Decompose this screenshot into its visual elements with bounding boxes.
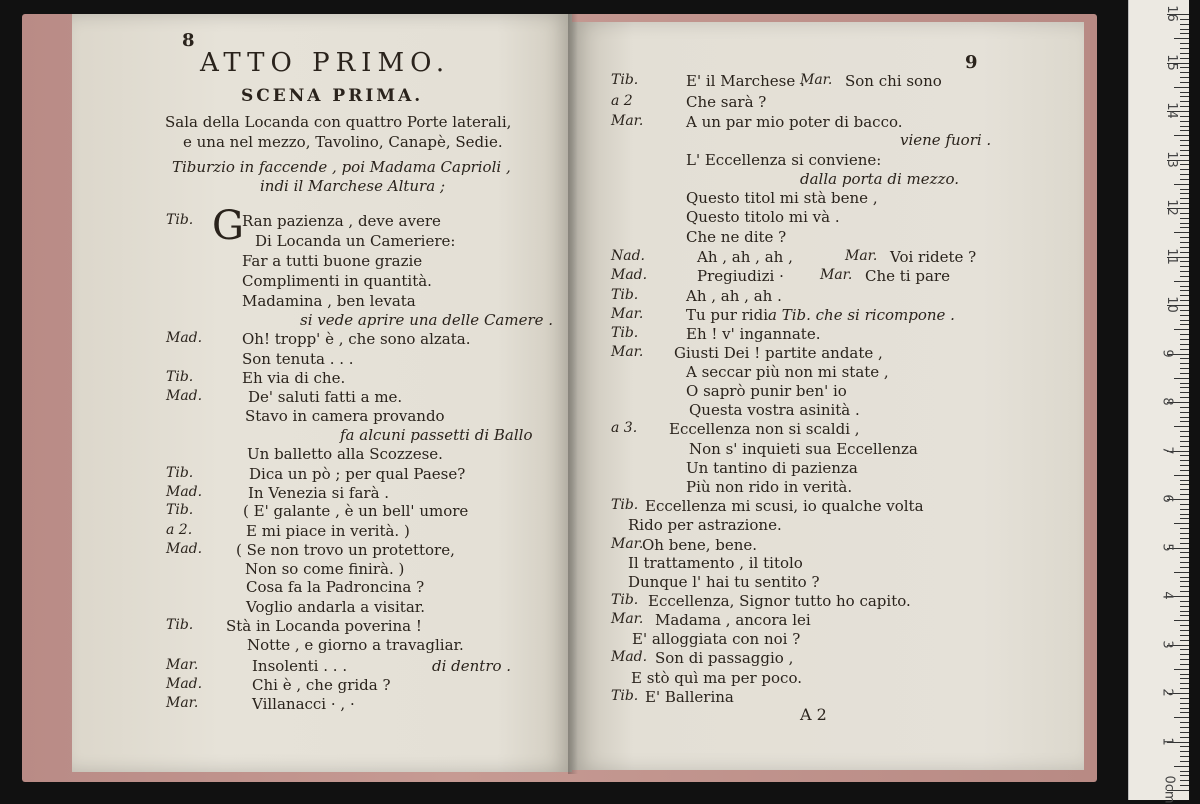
verse-line: Madama , ancora lei [655,611,811,629]
ruler-tick [1180,96,1189,97]
speaker-label: Mad. [611,649,648,665]
speaker-label: Tib. [166,502,194,518]
verse-line: Questa vostra asinità . [689,401,860,419]
verse-line: Oh bene, bene. [642,536,758,554]
verse-line: Giusti Dei ! partite andate , [674,344,883,362]
ruler-tick [1174,378,1189,379]
ruler-label: 12 [1163,199,1179,216]
ruler-tick [1180,528,1189,529]
ruler-tick [1180,625,1189,626]
verse-line: Voglio andarla a visitar. [246,598,426,616]
speaker-label: Mar. [845,248,878,264]
verse-line: Chi è , che grida ? [252,676,391,694]
ruler-tick [1174,232,1189,233]
ruler-label: 10 [1163,296,1179,313]
verse-line: Un balletto alla Scozzese. [247,445,443,463]
speaker-label: Mad. [166,484,203,500]
book-gutter [568,14,578,774]
ruler-tick [1180,533,1189,534]
scene-heading: SCENA PRIMA. [241,86,424,106]
verse-line: Voi ridete ? [890,248,977,266]
ruler-label: 8 [1159,397,1175,406]
ruler-tick [1180,674,1189,675]
ruler-label: 11 [1163,247,1179,265]
ruler-tick [1180,189,1189,190]
verse-line: Stà in Locanda poverina ! [226,617,422,635]
verse-line: Ran pazienza , deve avere [242,212,441,230]
stage-direction: e una nel mezzo, Tavolino, Canapè, Sedie. [183,133,503,151]
speaker-label: Tib. [611,72,639,88]
verse-line: Son tenuta . . . [242,350,354,368]
ruler-tick [1180,446,1189,447]
speaker-label: Mad. [611,267,648,283]
ruler-tick [1180,421,1189,422]
verse-line: Complimenti in quantità. [242,272,432,290]
ruler-label: 16 [1163,5,1179,22]
ruler-tick [1174,717,1189,718]
ruler-tick [1180,722,1189,723]
ruler-tick [1180,315,1189,316]
ruler-tick [1180,567,1189,568]
ruler-tick [1180,169,1189,170]
verse-line: Madamina , ben levata [242,292,416,310]
verse-line: Non s' inquieti sua Eccellenza [689,440,918,458]
ruler-tick [1180,407,1189,408]
speaker-label: Tib. [611,287,639,303]
ruler-tick [1180,252,1189,253]
ruler-tick [1180,397,1189,398]
ruler-tick [1180,334,1189,335]
ruler-tick [1180,82,1189,83]
stage-direction: indi il Marchese Altura ; [260,177,445,195]
ruler-tick [1180,756,1189,757]
ruler-tick [1180,324,1189,325]
ruler-tick [1180,155,1189,156]
verse-line: O saprò punir ben' io [686,382,847,400]
verse-line: E mi piace in verità. ) [246,522,410,540]
ruler-label: 3 [1159,639,1175,649]
ruler-tick [1180,577,1189,578]
ruler-tick [1180,227,1189,228]
ruler-tick [1174,669,1189,670]
ruler-tick [1180,727,1189,728]
ruler-tick [1174,38,1189,39]
ruler-tick [1180,67,1189,68]
speaker-label: Tib. [611,325,639,341]
speaker-label: Mar. [611,113,644,129]
ruler-tick [1180,630,1189,631]
verse-line: Il trattamento , il titolo [628,554,803,572]
ruler-label: 15 [1163,53,1179,71]
speaker-label: a 2 [611,93,633,109]
speaker-label: Nad. [611,248,646,264]
speaker-label: Mar. [166,695,199,711]
verse-line: Rido per astrazione. [628,516,782,534]
verse-line: Di Locanda un Cameriere: [255,232,456,250]
ruler-tick [1180,198,1189,199]
ruler-tick [1180,58,1189,59]
ruler-tick [1180,518,1189,519]
ruler-tick [1180,712,1189,713]
ruler-tick [1180,703,1189,704]
speaker-label: Mad. [166,676,203,692]
ruler-tick [1174,620,1189,621]
verse-line: Son chi sono [845,72,942,90]
ruler-tick [1180,237,1189,238]
ruler-tick [1180,465,1189,466]
ruler-tick [1180,368,1189,369]
ruler-tick [1174,329,1189,330]
ruler-tick [1180,383,1189,384]
ruler-tick [1180,43,1189,44]
drop-cap: G [212,203,244,249]
ruler-tick [1180,780,1189,781]
verse-line: Cosa fa la Padroncina ? [246,578,425,596]
ruler-tick [1180,484,1189,485]
ruler-tick [1180,732,1189,733]
verse-line: Dica un pò ; per qual Paese? [249,465,466,483]
speaker-label: Mar. [166,657,199,673]
verse-line: Tu pur ridi [686,306,769,324]
verse-line: Son di passaggio , [655,649,794,667]
ruler-tick [1180,509,1189,510]
speaker-label: Mad. [166,388,203,404]
ruler-tick [1180,349,1189,350]
speaker-label: Mad. [166,330,203,346]
verse-line: Un tantino di pazienza [686,459,858,477]
verse-line: dalla porta di mezzo. [800,170,960,188]
ruler-tick [1180,271,1189,272]
ruler-tick [1180,213,1189,214]
ruler-label: 1 [1159,736,1175,746]
ruler-tick [1174,572,1189,573]
ruler-tick [1180,145,1189,146]
ruler-tick [1180,708,1189,709]
ruler-tick [1180,581,1189,582]
ruler-tick [1180,72,1189,73]
speaker-label: Tib. [166,465,194,481]
ruler-tick [1180,116,1189,117]
ruler-tick [1180,174,1189,175]
verse-line: Stavo in camera provando [245,407,445,425]
speaker-label: a 3. [611,420,638,436]
ruler-tick [1180,286,1189,287]
ruler-tick [1180,130,1189,131]
ruler-tick [1180,514,1189,515]
ruler-tick [1180,203,1189,204]
ruler-tick [1180,242,1189,243]
verse-line: Ah , ah , ah . [686,287,782,305]
speaker-label: Tib. [611,688,639,704]
ruler-tick [1180,606,1189,607]
ruler-tick [1180,164,1189,165]
ruler-tick [1180,261,1189,262]
ruler-tick [1180,106,1189,107]
ruler-tick [1180,392,1189,393]
ruler-tick [1180,290,1189,291]
verse-line: fa alcuni passetti di Ballo [340,426,533,444]
ruler-tick [1180,363,1189,364]
speaker-label: Mar. [800,72,833,88]
ruler-tick [1180,48,1189,49]
ruler-tick [1180,436,1189,437]
ruler-tick [1180,615,1189,616]
speaker-label: Mar. [611,306,644,322]
ruler-tick [1180,688,1189,689]
left-page-number: 8 [182,30,195,51]
ruler-tick [1180,344,1189,345]
ruler-tick [1180,504,1189,505]
verse-line: Eccellenza mi scusi, io qualche volta [645,497,924,515]
verse-line: Ah , ah , ah , [697,248,793,266]
ruler-label: 14 [1163,102,1179,119]
ruler-tick [1180,659,1189,660]
ruler-tick [1180,664,1189,665]
ruler-tick [1180,441,1189,442]
ruler-tick [1180,373,1189,374]
ruler-tick [1180,635,1189,636]
ruler-tick [1180,649,1189,650]
speaker-label: Tib. [611,497,639,513]
ruler-tick [1174,281,1189,282]
page-title: ATTO PRIMO. [200,48,451,78]
ruler-tick [1180,33,1189,34]
ruler-tick [1180,698,1189,699]
ruler-label: 9 [1159,348,1175,358]
ruler-tick [1180,179,1189,180]
ruler-tick [1174,135,1189,136]
verse-line: E' il Marchese . [686,72,805,90]
ruler-tick [1180,295,1189,296]
ruler-tick [1180,300,1189,301]
ruler-tick [1180,775,1189,776]
ruler-tick [1174,184,1189,185]
verse-line: Far a tutti buone grazie [242,252,423,270]
ruler-tick [1180,562,1189,563]
stage-direction: Tiburzio in faccende , poi Madama Caprioli , [172,158,511,176]
speaker-label: Mad. [166,541,203,557]
measuring-ruler [1128,0,1189,804]
ruler-tick [1180,489,1189,490]
ruler-tick [1180,771,1189,772]
speaker-label: Mar. [820,267,853,283]
verse-line: ( E' galante , è un bell' umore [243,502,469,520]
ruler-tick [1180,455,1189,456]
ruler-tick [1180,678,1189,679]
verse-line: A seccar più non mi state , [686,363,889,381]
ruler-tick [1180,761,1189,762]
speaker-label: a 2. [166,522,193,538]
speaker-label: Mar. [611,536,644,552]
verse-line: A un par mio poter di bacco. [686,113,903,131]
ruler-tick [1180,611,1189,612]
verse-line: Non so come finirà. ) [245,560,405,578]
ruler-tick [1180,150,1189,151]
ruler-tick [1180,24,1189,25]
verse-line: Che ne dite ? [686,228,787,246]
ruler-tick [1180,751,1189,752]
ruler-tick [1180,358,1189,359]
verse-line: Eh via di che. [242,369,346,387]
verse-line: ( Se non trovo un protettore, [236,541,455,559]
verse-line: viene fuori . [900,131,992,149]
ruler-tick [1180,193,1189,194]
ruler-tick [1180,92,1189,93]
verse-line: Insolenti . . . [252,657,348,675]
ruler-tick [1180,591,1189,592]
verse-line: Pregiudizi · [697,267,784,285]
verse-line: Oh! tropp' è , che sono alzata. [242,330,471,348]
ruler-tick [1180,223,1189,224]
ruler-tick [1180,785,1189,786]
ruler-tick [1180,746,1189,747]
verse-line: Più non rido in verità. [686,478,853,496]
speaker-label: Mar. [611,344,644,360]
stage-direction: Sala della Locanda con quattro Porte laterali, [165,113,512,131]
ruler-label: 2 [1159,688,1175,697]
right-page-number: 9 [965,52,978,73]
ruler-tick [1180,683,1189,684]
ruler-tick [1174,87,1189,88]
ruler-tick [1180,19,1189,20]
ruler-tick [1180,654,1189,655]
verse-line: Che sarà ? [686,93,767,111]
ruler-tick [1180,480,1189,481]
ruler-tick [1180,53,1189,54]
ruler-tick [1180,557,1189,558]
ruler-tick [1180,140,1189,141]
ruler-tick [1180,266,1189,267]
speaker-label: Tib. [166,617,194,633]
ruler-tick [1180,218,1189,219]
verse-line: Eccellenza, Signor tutto ho capito. [648,592,911,610]
ruler-tick [1180,339,1189,340]
ruler-tick [1180,552,1189,553]
stage-direction: a Tib. che si ricompone . [768,306,955,324]
ruler-label: 5 [1159,542,1175,552]
ruler-label: 6 [1159,494,1175,503]
ruler-tick [1174,766,1189,767]
verse-line: Che ti pare [865,267,950,285]
ruler-tick [1174,426,1189,427]
verse-line: Notte , e giorno a travagliar. [247,636,464,654]
ruler-label: 13 [1163,150,1179,168]
verse-line: di dentro . [432,657,512,675]
ruler-tick [1180,101,1189,102]
verse-line: si vede aprire una delle Camere . [300,311,554,329]
ruler-tick [1180,417,1189,418]
ruler-tick [1180,543,1189,544]
verse-line: L' Eccellenza si conviene: [686,151,882,169]
ruler-tick [1180,601,1189,602]
verse-line: E' Ballerina [645,688,734,706]
speaker-label: Tib. [166,369,194,385]
ruler-tick [1180,470,1189,471]
verse-line: Dunque l' hai tu sentito ? [628,573,820,591]
ruler-tick [1180,387,1189,388]
ruler-tick [1180,586,1189,587]
ruler-tick [1180,247,1189,248]
speaker-label: Tib. [166,212,194,228]
ruler-label: 7 [1159,445,1175,455]
ruler-tick [1180,640,1189,641]
ruler-tick [1180,276,1189,277]
ruler-tick [1174,523,1189,524]
ruler-tick [1180,29,1189,30]
verse-line: Questo titol mi stà bene , [686,189,878,207]
verse-line: Villanacci · , · [252,695,355,713]
verse-line: Eh ! v' ingannate. [686,325,821,343]
speaker-label: Mar. [611,611,644,627]
ruler-tick [1180,538,1189,539]
verse-line: E' alloggiata con noi ? [632,630,801,648]
signature-mark: A 2 [800,705,827,724]
ruler-label: 4 [1159,591,1175,600]
verse-line: Eccellenza non si scaldi , [669,420,860,438]
ruler-tick [1180,121,1189,122]
verse-line: Questo titolo mi và . [686,208,840,226]
speaker-label: Tib. [611,592,639,608]
ruler-tick [1180,737,1189,738]
verse-line: De' saluti fatti a me. [248,388,403,406]
ruler-tick [1180,310,1189,311]
ruler-tick [1180,320,1189,321]
ruler-tick [1180,494,1189,495]
ruler-tick [1180,126,1189,127]
ruler-label: 0cm [1161,775,1177,804]
ruler-tick [1180,460,1189,461]
verse-line: In Venezia si farà . [248,484,390,502]
verse-line: E stò quì ma per poco. [631,669,802,687]
ruler-tick [1180,77,1189,78]
ruler-tick [1174,475,1189,476]
ruler-tick [1180,412,1189,413]
ruler-tick [1180,431,1189,432]
